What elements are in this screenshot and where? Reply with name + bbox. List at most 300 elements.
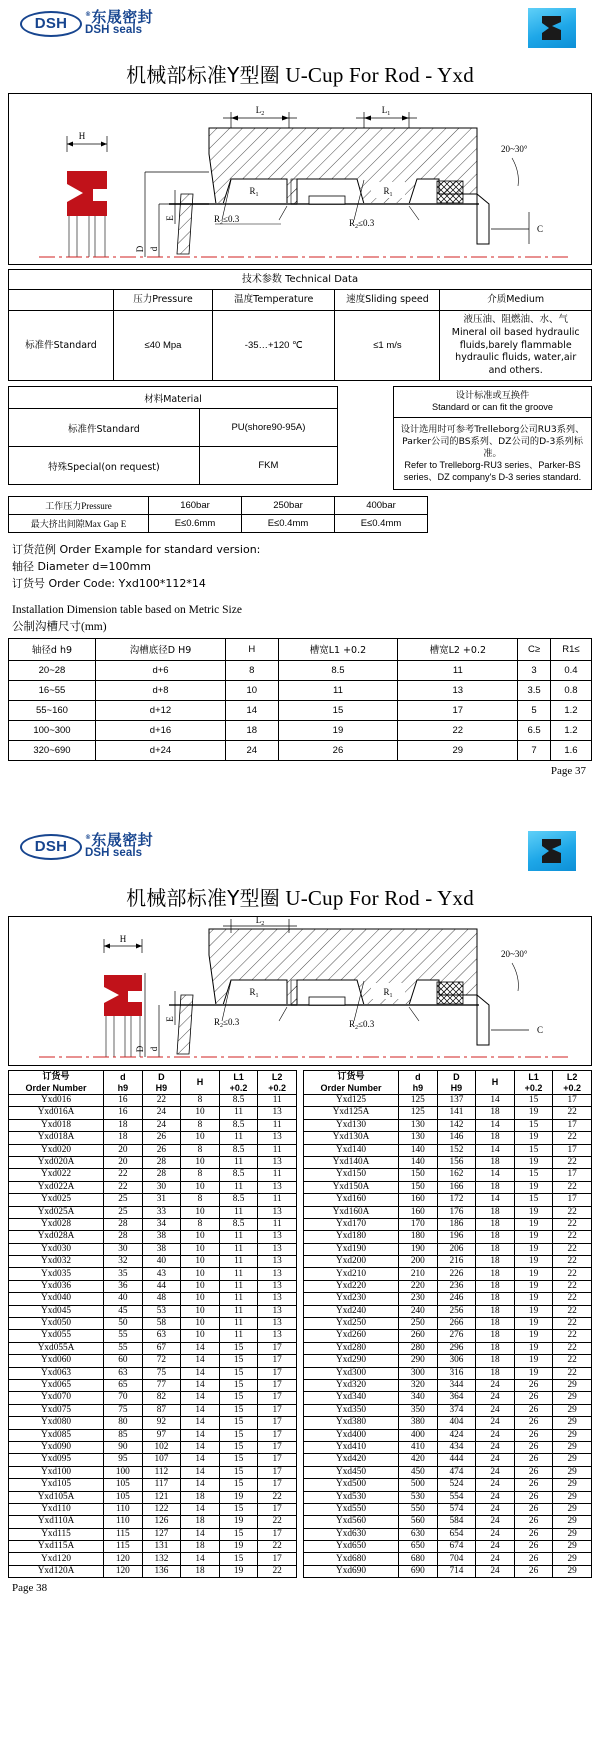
cell-5: 13: [258, 1181, 297, 1193]
cell-5: 11: [258, 1169, 297, 1181]
cell-3: 14: [181, 1479, 220, 1491]
cell-5: 13: [258, 1156, 297, 1168]
svg-text:L1: $L_1$: [381, 105, 391, 117]
cell-2: 24: [142, 1119, 181, 1131]
cell-2: 146: [437, 1132, 476, 1144]
cell-0: Yxd110: [9, 1503, 104, 1515]
cell-2: 674: [437, 1541, 476, 1553]
ord-th-D-right: D H9: [437, 1071, 476, 1095]
cell-0: Yxd210: [304, 1268, 399, 1280]
cell-0: 20~28: [9, 660, 96, 680]
cell-3: 18: [476, 1318, 515, 1330]
cell-4: 11: [219, 1243, 258, 1255]
cell-1: d+8: [95, 680, 225, 700]
cell-2: 704: [437, 1553, 476, 1565]
cell-0: Yxd025A: [9, 1206, 104, 1218]
install-note-line1: Installation Dimension table based on Metric Size: [12, 604, 242, 617]
cell-1: 110: [104, 1503, 143, 1515]
cell-4: 19: [514, 1342, 553, 1354]
cell-1: 30: [104, 1243, 143, 1255]
cell-4: 8.5: [219, 1169, 258, 1181]
cell-5: 29: [553, 1441, 592, 1453]
cell-2: 14: [226, 700, 278, 720]
cell-5: 13: [258, 1268, 297, 1280]
table-row: [9, 1305, 297, 1317]
cell-0: Yxd690: [304, 1565, 399, 1577]
cell-2: 176: [437, 1206, 476, 1218]
cell-3: 14: [181, 1553, 220, 1565]
cell-1: 140: [399, 1156, 438, 1168]
cell-3: 14: [181, 1441, 220, 1453]
table-row: [9, 1454, 297, 1466]
cell-3: 24: [476, 1516, 515, 1528]
cell-0: 100~300: [9, 720, 96, 740]
cell-1: 60: [104, 1355, 143, 1367]
cell-5: 29: [553, 1565, 592, 1577]
cell-5: 13: [258, 1243, 297, 1255]
cell-2: 34: [142, 1218, 181, 1230]
cell-5: 7: [518, 740, 551, 760]
cell-3: 18: [476, 1342, 515, 1354]
cell-0: Yxd290: [304, 1355, 399, 1367]
cell-5: 22: [553, 1181, 592, 1193]
cell-1: 340: [399, 1392, 438, 1404]
cell-1: 50: [104, 1318, 143, 1330]
cell-2: 28: [142, 1169, 181, 1181]
cell-2: 131: [142, 1541, 181, 1553]
svg-text:H: H: [78, 131, 86, 141]
cell-2: 714: [437, 1565, 476, 1577]
cell-5: 29: [553, 1417, 592, 1429]
cell-3: 24: [476, 1404, 515, 1416]
cell-0: Yxd140: [304, 1144, 399, 1156]
td-speed: ≤1 m/s: [335, 311, 440, 381]
cell-3: 10: [181, 1107, 220, 1119]
cell-2: 434: [437, 1441, 476, 1453]
table-row: [304, 1503, 592, 1515]
cell-4: 26: [514, 1491, 553, 1503]
cell-3: 8: [181, 1194, 220, 1206]
cell-3: 18: [476, 1280, 515, 1292]
cell-3: 24: [476, 1553, 515, 1565]
cell-0: Yxd230: [304, 1293, 399, 1305]
max-gap-table: [8, 496, 428, 533]
cell-1: 25: [104, 1206, 143, 1218]
cell-4: 26: [514, 1528, 553, 1540]
cell-0: Yxd140A: [304, 1156, 399, 1168]
table-row: [304, 1454, 592, 1466]
inst-th-L2: 槽宽L2 +0.2: [398, 638, 518, 660]
cell-1: 18: [104, 1132, 143, 1144]
table-row: [9, 1206, 297, 1218]
cell-5: 22: [553, 1206, 592, 1218]
cell-2: 344: [437, 1379, 476, 1391]
cell-3: 18: [476, 1330, 515, 1342]
table-row: [304, 1491, 592, 1503]
cell-1: 680: [399, 1553, 438, 1565]
brand-name-en: DSH seals: [85, 24, 143, 37]
page-title-cn: 机械部标准Y型圈: [126, 63, 280, 87]
cell-3: 24: [476, 1392, 515, 1404]
cell-2: 166: [437, 1181, 476, 1193]
cell-3: 14: [476, 1095, 515, 1107]
svg-text:L2: $L_2$: [255, 105, 265, 117]
cell-5: 22: [553, 1156, 592, 1168]
cell-1: 85: [104, 1429, 143, 1441]
page-header: [8, 0, 592, 56]
td-temperature: -35…+120 ℃: [213, 311, 335, 381]
cell-0: Yxd065: [9, 1379, 104, 1391]
cell-0: Yxd320: [304, 1379, 399, 1391]
cell-4: 15: [219, 1429, 258, 1441]
cell-2: 196: [437, 1231, 476, 1243]
cell-2: 236: [437, 1280, 476, 1292]
cell-0: Yxd032: [9, 1256, 104, 1268]
cell-0: Yxd650: [304, 1541, 399, 1553]
cell-2: 584: [437, 1516, 476, 1528]
cell-1: 40: [104, 1293, 143, 1305]
cell-1: 125: [399, 1107, 438, 1119]
table-row: [9, 1528, 297, 1540]
cell-2: 306: [437, 1355, 476, 1367]
table-row: [304, 1466, 592, 1478]
cell-0: Yxd160: [304, 1194, 399, 1206]
cell-3: 10: [181, 1132, 220, 1144]
table-row: [9, 700, 592, 720]
technical-data-title: 技术参数 Technical Data: [9, 270, 592, 290]
cell-1: 160: [399, 1206, 438, 1218]
cell-5: 17: [258, 1429, 297, 1441]
ord-th-H-left: H: [181, 1071, 220, 1095]
cell-4: 15: [219, 1479, 258, 1491]
cell-3: 10: [181, 1330, 220, 1342]
cell-2: 226: [437, 1268, 476, 1280]
cell-1: 28: [104, 1218, 143, 1230]
cell-0: Yxd450: [304, 1466, 399, 1478]
cell-0: Yxd020A: [9, 1156, 104, 1168]
cell-3: 10: [181, 1256, 220, 1268]
svg-text:D: D: [135, 1045, 145, 1053]
cell-1: 630: [399, 1528, 438, 1540]
cell-5: 17: [553, 1194, 592, 1206]
cell-0: Yxd028A: [9, 1231, 104, 1243]
cell-5: 17: [258, 1441, 297, 1453]
cell-5: 22: [553, 1305, 592, 1317]
cell-2: 206: [437, 1243, 476, 1255]
cell-1: 28: [104, 1231, 143, 1243]
cell-3: 14: [181, 1454, 220, 1466]
table-row: [304, 1392, 592, 1404]
cell-5: 22: [553, 1231, 592, 1243]
cell-2: 30: [142, 1181, 181, 1193]
cell-4: 19: [514, 1330, 553, 1342]
cell-2: 156: [437, 1156, 476, 1168]
table-row: [9, 720, 592, 740]
td-standard: 标准件Standard: [9, 311, 114, 381]
cell-4: 26: [514, 1454, 553, 1466]
table-header-row: [304, 1071, 592, 1095]
cell-4: 15: [219, 1404, 258, 1416]
cell-2: 43: [142, 1268, 181, 1280]
cell-5: 17: [258, 1466, 297, 1478]
cell-3: 24: [476, 1479, 515, 1491]
cell-0: Yxd060: [9, 1355, 104, 1367]
svg-text:R2≤0.3: $R_2\le 0.3$: [349, 218, 375, 230]
cell-1: 95: [104, 1454, 143, 1466]
cell-2: 107: [142, 1454, 181, 1466]
cell-4: 15: [219, 1466, 258, 1478]
cell-0: Yxd130: [304, 1119, 399, 1131]
u-cup-seal-icon: [528, 8, 576, 48]
table-row: [304, 1379, 592, 1391]
cell-3: 18: [476, 1156, 515, 1168]
cell-3: 8: [181, 1119, 220, 1131]
cell-1: 300: [399, 1367, 438, 1379]
cell-5: 13: [258, 1280, 297, 1292]
table-row: [9, 1132, 297, 1144]
cell-5: 17: [258, 1392, 297, 1404]
page-title-2: [8, 882, 592, 911]
inst-th-L1: 槽宽L1 +0.2: [278, 638, 398, 660]
cell-3: 18: [476, 1231, 515, 1243]
cell-5: 11: [258, 1218, 297, 1230]
cell-4: 11: [219, 1293, 258, 1305]
cell-4: 26: [514, 1479, 553, 1491]
cell-0: Yxd022: [9, 1169, 104, 1181]
cell-3: 26: [278, 740, 398, 760]
cell-5: 17: [258, 1553, 297, 1565]
cell-0: Yxd280: [304, 1342, 399, 1354]
table-row: [9, 1144, 297, 1156]
cell-5: 17: [258, 1355, 297, 1367]
cell-3: 18: [476, 1305, 515, 1317]
cell-3: 19: [278, 720, 398, 740]
cell-5: 13: [258, 1318, 297, 1330]
cell-5: 13: [258, 1256, 297, 1268]
cell-4: 19: [219, 1491, 258, 1503]
table-row: [9, 1243, 297, 1255]
cell-1: d+24: [95, 740, 225, 760]
cell-2: 40: [142, 1256, 181, 1268]
cell-4: 15: [219, 1441, 258, 1453]
cell-4: 15: [219, 1355, 258, 1367]
cell-5: 29: [553, 1491, 592, 1503]
cell-2: 18: [226, 720, 278, 740]
cell-4: 19: [514, 1206, 553, 1218]
cell-1: 380: [399, 1417, 438, 1429]
cell-4: 19: [514, 1367, 553, 1379]
cell-4: 15: [219, 1367, 258, 1379]
cell-3: 24: [476, 1441, 515, 1453]
cell-5: 29: [553, 1454, 592, 1466]
svg-text:R1: $R_1$: [249, 987, 259, 999]
cell-4: 29: [398, 740, 518, 760]
cell-4: 15: [219, 1454, 258, 1466]
cell-0: Yxd085: [9, 1429, 104, 1441]
cell-5: 13: [258, 1293, 297, 1305]
cell-4: 19: [514, 1243, 553, 1255]
cell-4: 26: [514, 1404, 553, 1416]
table-row: [304, 1268, 592, 1280]
svg-text:d: d: [149, 1046, 159, 1052]
table-row: [9, 1404, 297, 1416]
design-standard-title-cn: 设计标准或互换件: [455, 390, 530, 402]
cell-1: 260: [399, 1330, 438, 1342]
cell-3: 10: [181, 1156, 220, 1168]
cell-0: Yxd018A: [9, 1132, 104, 1144]
cell-5: 29: [553, 1429, 592, 1441]
cell-0: Yxd420: [304, 1454, 399, 1466]
cell-5: 22: [258, 1541, 297, 1553]
cell-4: 15: [514, 1095, 553, 1107]
cell-0: Yxd250: [304, 1318, 399, 1330]
brand-name-cn: ®东晟密封: [85, 8, 154, 26]
cell-3: 14: [181, 1503, 220, 1515]
order-example-line3: 订货号 Order Code: Yxd100*112*14: [12, 576, 206, 590]
cell-4: 19: [514, 1107, 553, 1119]
cell-4: 19: [219, 1516, 258, 1528]
cell-4: 26: [514, 1516, 553, 1528]
cell-2: 137: [437, 1095, 476, 1107]
table-row: [9, 1503, 297, 1515]
cell-4: 11: [219, 1107, 258, 1119]
table-row: [304, 1355, 592, 1367]
cell-0: Yxd040: [9, 1293, 104, 1305]
material-standard-label: 标准件Standard: [9, 409, 200, 447]
cell-0: Yxd260: [304, 1330, 399, 1342]
cell-1: 150: [399, 1181, 438, 1193]
cell-5: 22: [258, 1491, 297, 1503]
cell-2: 256: [437, 1305, 476, 1317]
table-row: [9, 1256, 297, 1268]
inst-th-d: 轴径d h9: [9, 638, 96, 660]
cell-5: 6.5: [518, 720, 551, 740]
table-row: [9, 1392, 297, 1404]
table-row: [9, 680, 592, 700]
cell-0: Yxd050: [9, 1318, 104, 1330]
cell-3: 18: [476, 1206, 515, 1218]
cell-5: 3.5: [518, 680, 551, 700]
cell-3: 24: [476, 1565, 515, 1577]
cell-1: 63: [104, 1367, 143, 1379]
technical-data-table: [8, 269, 592, 381]
cell-5: 5: [518, 700, 551, 720]
cell-1: 105: [104, 1491, 143, 1503]
th-blank: [9, 290, 114, 311]
cell-3: 15: [278, 700, 398, 720]
table-row: [9, 1268, 297, 1280]
cell-4: 19: [219, 1565, 258, 1577]
cell-0: Yxd016: [9, 1095, 104, 1107]
cell-2: 48: [142, 1293, 181, 1305]
page-title-cn-2: 机械部标准Y型圈: [126, 886, 280, 910]
cell-0: Yxd090: [9, 1441, 104, 1453]
cell-5: 29: [553, 1516, 592, 1528]
th-speed: 速度Sliding speed: [335, 290, 440, 311]
order-number-table-right: [303, 1070, 592, 1578]
cell-5: 29: [553, 1503, 592, 1515]
table-row: [304, 1280, 592, 1292]
cell-0: Yxd180: [304, 1231, 399, 1243]
cell-0: Yxd018: [9, 1119, 104, 1131]
ord-th-L1-left: L1 +0.2: [219, 1071, 258, 1095]
cell-3: 14: [476, 1194, 515, 1206]
technical-drawing-2: [8, 916, 592, 1066]
cell-1: 290: [399, 1355, 438, 1367]
table-row: [9, 1181, 297, 1193]
cell-3: 18: [181, 1565, 220, 1577]
cell-5: 13: [258, 1231, 297, 1243]
table-row: [304, 1553, 592, 1565]
cell-4: 17: [398, 700, 518, 720]
cell-3: 24: [476, 1541, 515, 1553]
cell-5: 17: [258, 1503, 297, 1515]
svg-text:E: E: [165, 215, 175, 221]
cell-4: 19: [514, 1132, 553, 1144]
cell-3: 14: [476, 1169, 515, 1181]
cell-1: 120: [104, 1565, 143, 1577]
cell-1: 125: [399, 1095, 438, 1107]
cell-0: Yxd030: [9, 1243, 104, 1255]
cell-0: Yxd080: [9, 1417, 104, 1429]
registered-icon: ®: [85, 11, 92, 18]
cell-3: 18: [476, 1218, 515, 1230]
cell-2: 44: [142, 1280, 181, 1292]
cell-3: 18: [181, 1491, 220, 1503]
cell-1: 550: [399, 1503, 438, 1515]
cell-2: 216: [437, 1256, 476, 1268]
cell-2: 112: [142, 1466, 181, 1478]
cell-4: 11: [219, 1268, 258, 1280]
cell-1: 210: [399, 1268, 438, 1280]
cell-1: 110: [104, 1516, 143, 1528]
cell-0: Yxd380: [304, 1417, 399, 1429]
table-row: [304, 1107, 592, 1119]
svg-text:R1: $R_1$: [249, 186, 259, 198]
svg-text:C: C: [537, 1025, 544, 1035]
cell-2: 374: [437, 1404, 476, 1416]
table-row: [304, 1194, 592, 1206]
cell-1: 55: [104, 1330, 143, 1342]
table-row: [9, 1417, 297, 1429]
cell-3: 18: [476, 1355, 515, 1367]
cell-2: 424: [437, 1429, 476, 1441]
page-title: [8, 59, 592, 88]
cell-4: 11: [398, 660, 518, 680]
svg-text:L2: $L_2$: [255, 917, 265, 927]
cell-0: Yxd020: [9, 1144, 104, 1156]
cell-3: 24: [476, 1528, 515, 1540]
table-row: [304, 1169, 592, 1181]
gap-pressure-400: 400bar: [335, 497, 428, 515]
cell-5: 17: [258, 1367, 297, 1379]
cell-1: 45: [104, 1305, 143, 1317]
cell-4: 19: [514, 1218, 553, 1230]
table-row: [9, 1119, 297, 1131]
table-row: [9, 660, 592, 680]
order-example-line2: 轴径 Diameter d=100mm: [12, 560, 151, 573]
table-row: [304, 1132, 592, 1144]
table-row: [304, 1243, 592, 1255]
table-row: [9, 1379, 297, 1391]
table-row: [9, 1231, 297, 1243]
cell-3: 8: [181, 1095, 220, 1107]
cell-3: 10: [181, 1268, 220, 1280]
order-number-table-left: [8, 1070, 297, 1578]
cell-4: 11: [219, 1330, 258, 1342]
cell-1: 16: [104, 1095, 143, 1107]
cell-2: 31: [142, 1194, 181, 1206]
